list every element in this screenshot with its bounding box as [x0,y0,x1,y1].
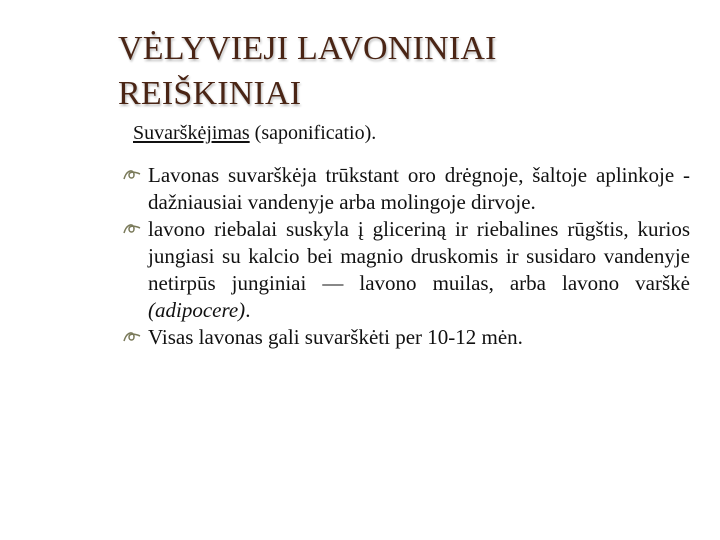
bullet-item-2 [130,216,690,324]
title-line-1: VĖLYVIEJI LAVONINIAI [118,30,497,67]
swirl-bullet-icon [122,168,142,182]
bullet-text-2-end: . [245,298,251,322]
bullet-item-1 [130,162,690,216]
slide-title [118,26,678,116]
bullet-text-2: lavono riebalai suskyla į gliceriną ir riebalines rūgštis, kurios jungiasi su kalcio bei magnio druskomis ir susidaro vandenyje netirpūs junginiai — lavono muilas, arba lavono varškė [148,217,690,295]
swirl-bullet-icon [122,330,142,344]
bullet-text-3: Visas lavonas gali suvarškėti per 10-12 mėn. [148,325,523,349]
subtitle-term: Suvarškėjimas [133,122,250,144]
bullet-text-2-italic: (adipocere) [148,298,246,322]
swirl-bullet-icon [122,222,142,236]
bullet-list [130,162,690,351]
bullet-text-1: Lavonas suvarškėja trūkstant oro drėgnoje, šaltoje aplinkoje - dažniausiai vandenyje arba molingoje dirvoje. [148,163,690,214]
title-line-2: REIŠKINIAI [118,75,302,112]
slide-subtitle [133,121,376,145]
bullet-item-3 [130,324,690,351]
subtitle-rest: (saponificatio). [249,122,377,144]
